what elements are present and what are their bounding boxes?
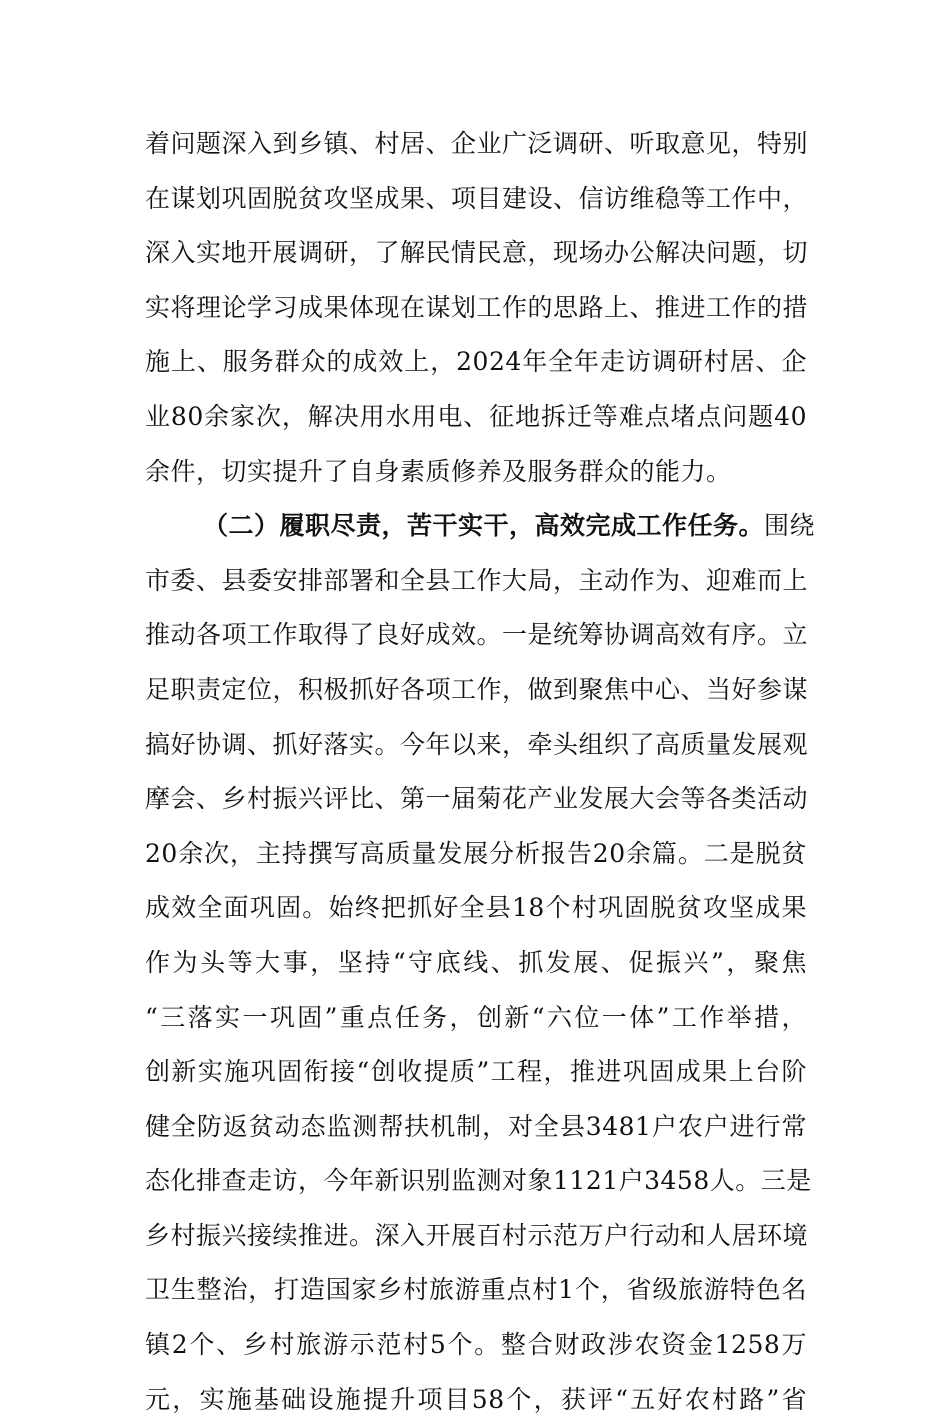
- text-line: 深入实地开展调研，了解民情民意，现场办公解决问题，切: [145, 238, 809, 268]
- paragraph-2: [145, 499, 816, 1427]
- paragraph-1: [145, 117, 807, 499]
- section-heading-line: [145, 499, 816, 554]
- text-line: 施上、服务群众的成效上，2024年全年走访调研村居、企: [145, 347, 807, 377]
- text-line: 推动各项工作取得了良好成效。一是统筹协调高效有序。立: [145, 620, 809, 650]
- text-line: 业80余家次，解决用水用电、征地拆迁等难点堵点问题40: [145, 401, 807, 431]
- text-line: 态化排查走访，今年新识别监测对象1121户3458人。三是: [145, 1166, 812, 1196]
- text-line: 作为头等大事，坚持“守底线、抓发展、促振兴”，聚焦: [145, 947, 807, 977]
- text-line: 健全防返贫动态监测帮扶机制，对全县3481户农户进行常: [145, 1111, 807, 1141]
- heading-tail-text: 围绕: [764, 511, 816, 541]
- text-line: 创新实施巩固衔接“创收提质”工程，推进巩固成果上台阶: [145, 1057, 807, 1087]
- text-line: 足职责定位，积极抓好各项工作，做到聚焦中心、当好参谋: [145, 674, 809, 704]
- body-text: [145, 117, 816, 1427]
- text-line: 搞好协调、抓好落实。今年以来，牵头组织了高质量发展观: [145, 729, 809, 759]
- text-line: 实将理论学习成果体现在谋划工作的思路上、推进工作的措: [145, 292, 809, 322]
- text-line: 20余次，主持撰写高质量发展分析报告20余篇。二是脱贫: [145, 838, 807, 868]
- text-line: 乡村振兴接续推进。深入开展百村示范万户行动和人居环境: [145, 1220, 809, 1250]
- text-line: “三落实一巩固”重点任务，创新“六位一体”工作举措，: [145, 1002, 807, 1032]
- text-line: 摩会、乡村振兴评比、第一届菊花产业发展大会等各类活动: [145, 784, 809, 814]
- text-line: 市委、县委安排部署和全县工作大局，主动作为、迎难而上: [145, 565, 809, 595]
- text-line: 在谋划巩固脱贫攻坚成果、项目建设、信访维稳等工作中，: [145, 183, 809, 213]
- section-heading: （二）履职尽责，苦干实干，高效完成工作任务。: [203, 511, 765, 541]
- text-line: 镇2个、乡村旅游示范村5个。整合财政涉农资金1258万: [145, 1330, 807, 1360]
- text-line: 余件，切实提升了自身素质修养及服务群众的能力。: [145, 456, 732, 486]
- text-line: 元，实施基础设施提升项目58个，获评“五好农村路”省: [145, 1384, 807, 1414]
- text-line: 成效全面巩固。始终把抓好全县18个村巩固脱贫攻坚成果: [145, 893, 807, 923]
- text-line: 着问题深入到乡镇、村居、企业广泛调研、听取意见，特别: [145, 129, 809, 158]
- text-line: 卫生整治，打造国家乡村旅游重点村1个，省级旅游特色名: [145, 1275, 807, 1305]
